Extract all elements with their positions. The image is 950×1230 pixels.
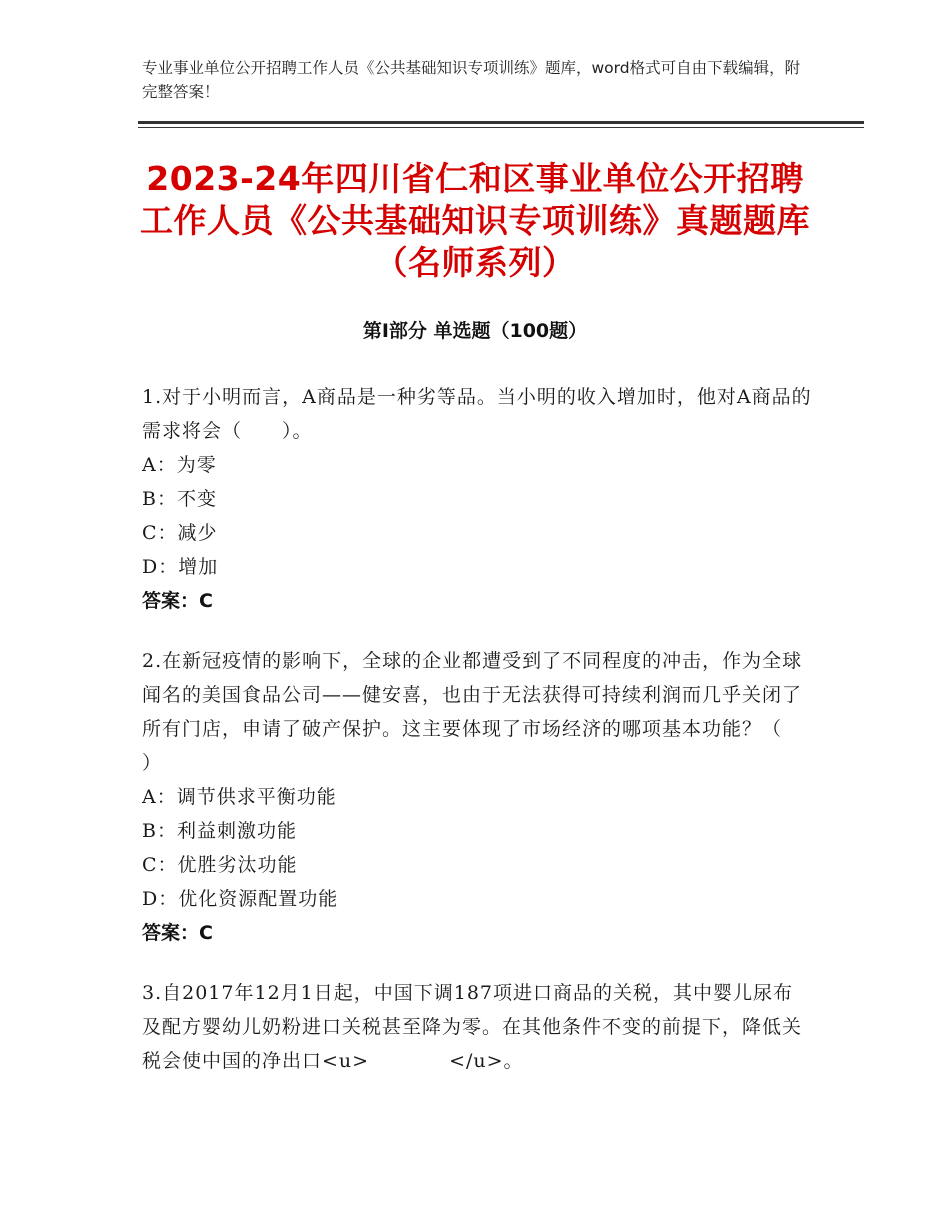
- option-c: C：优胜劣汰功能: [142, 854, 298, 876]
- question-2: [142, 644, 823, 950]
- option-d: D：增加: [142, 556, 219, 578]
- option-d: D：优化资源配置功能: [142, 888, 339, 910]
- question-stem: 2.在新冠疫情的影响下，全球的企业都遭受到了不同程度的冲击，作为全球闻名的美国食品公司——健安喜，也由于无法获得可持续利润而几乎关闭了所有门店，申请了破产保护。这主要体现了市场经济的哪项基本功能？（ ）: [142, 650, 823, 774]
- question-list: [142, 380, 823, 1104]
- header-rule-thin: [138, 127, 864, 128]
- header-note: 专业事业单位公开招聘工作人员《公共基础知识专项训练》题库，word格式可自由下载编辑，附完整答案！: [142, 59, 801, 101]
- option-a: A：为零: [142, 454, 217, 476]
- question-3: [142, 976, 812, 1078]
- option-a: A：调节供求平衡功能: [142, 786, 337, 808]
- answer: 答案：C: [142, 590, 213, 612]
- document-title: 2023-24年四川省仁和区事业单位公开招聘工作人员《公共基础知识专项训练》真题题库（名师系列）: [140, 159, 810, 282]
- option-b: B：利益刺激功能: [142, 820, 297, 842]
- option-b: B：不变: [142, 488, 217, 510]
- option-c: C：减少: [142, 522, 218, 544]
- question-stem: 1.对于小明而言，A商品是一种劣等品。当小明的收入增加时，他对A商品的需求将会（ ）。: [142, 386, 812, 442]
- section-heading: 第Ⅰ部分 单选题（100题）: [362, 320, 588, 342]
- question-1: [142, 380, 812, 618]
- header-rule-thick: [138, 121, 864, 124]
- question-stem: 3.自2017年12月1日起，中国下调187项进口商品的关税，其中婴儿尿布及配方婴幼儿奶粉进口关税甚至降为零。在其他条件不变的前提下，降低关税会使中国的净出口<u> </u>。: [142, 982, 803, 1072]
- answer: 答案：C: [142, 922, 213, 944]
